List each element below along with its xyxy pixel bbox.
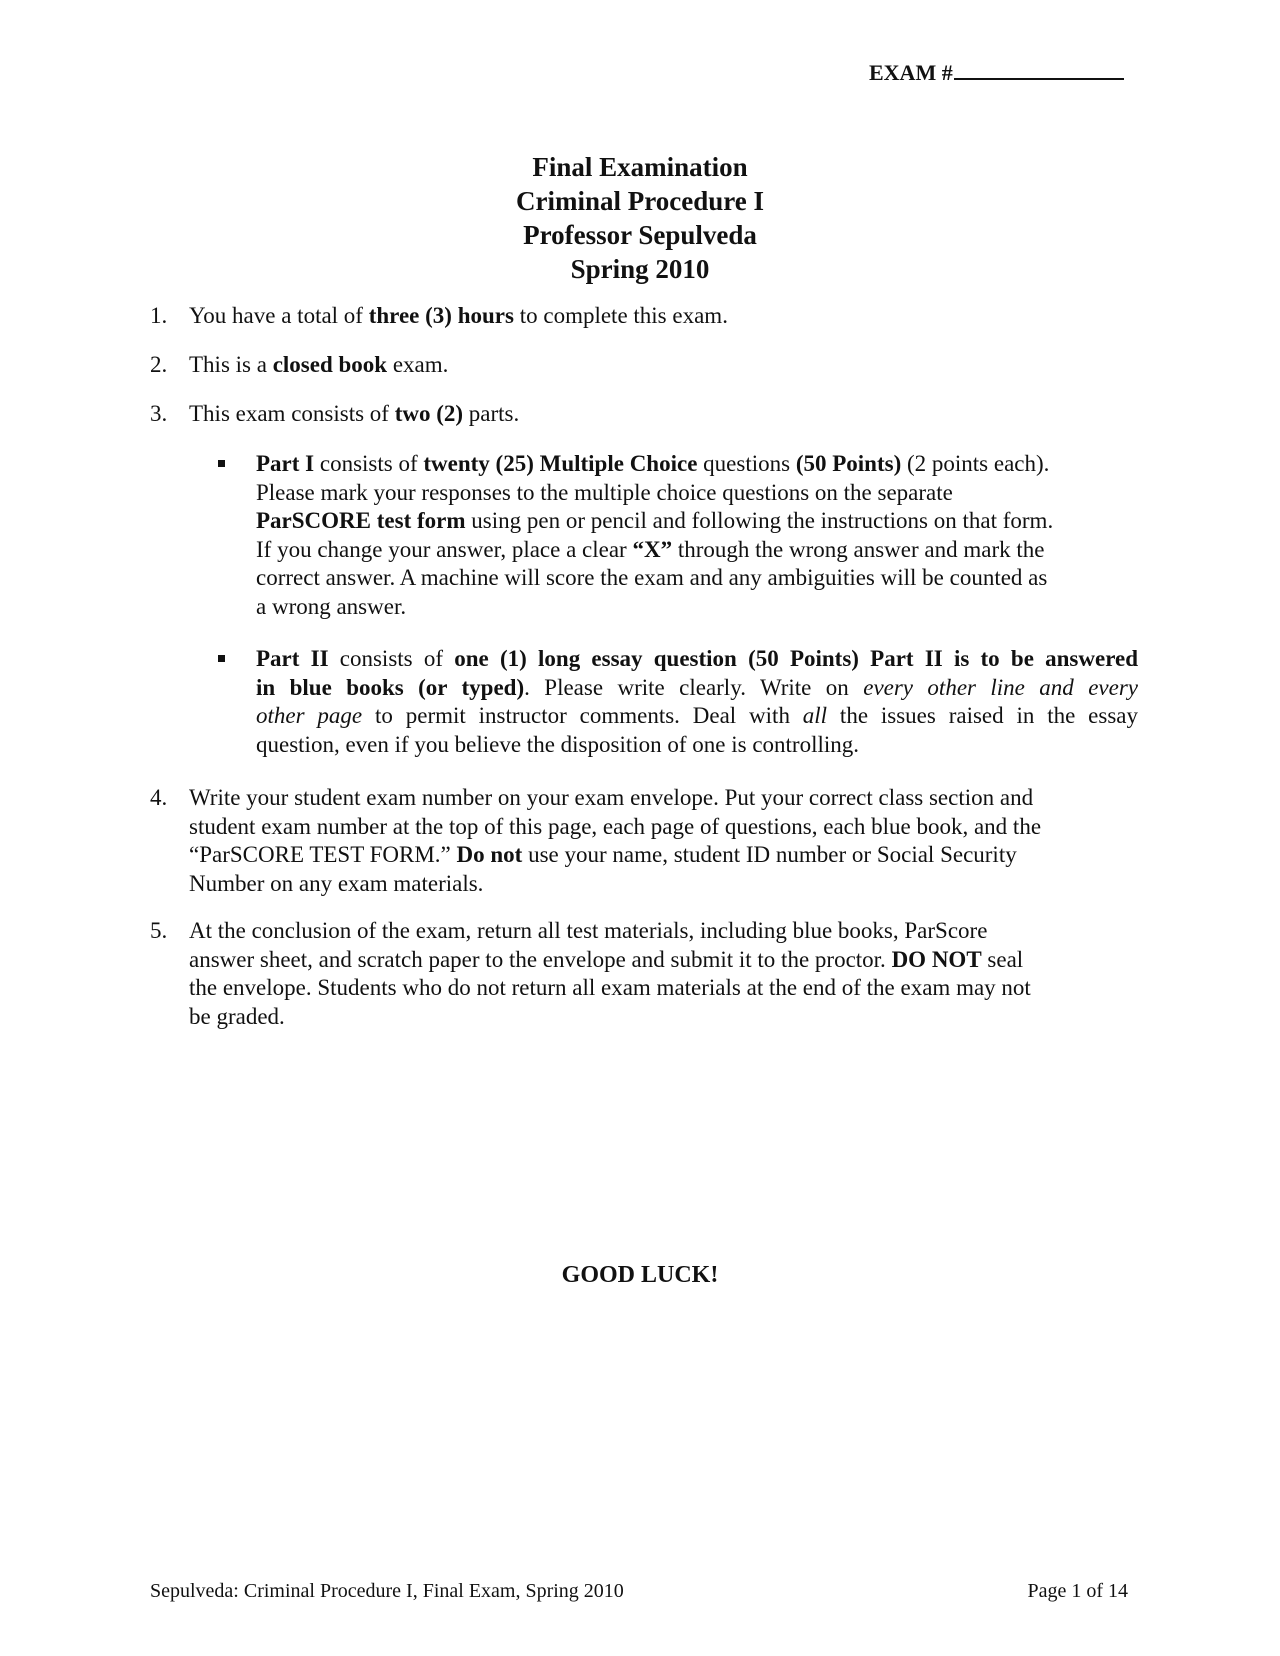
item-text: This is a closed book exam. xyxy=(189,352,449,377)
page-number: Page 1 of 14 xyxy=(1027,1580,1128,1602)
item-text: At the conclusion of the exam, return all test materials, including blue books, ParScore answer sheet, and scratch paper to the envelope and submit it to the proctor. DO NOT seal the envelope. Students who do not return all exam materials at the end of the exam may not be graded. xyxy=(189,918,1031,1029)
item-text: Write your student exam number on your exam envelope. Put your correct class section and student exam number at the top of this page, each page of questions, each blue book, and the “ParSCORE TEST FORM.” Do not use your name, student ID number or Social Security Number on any exam materials. xyxy=(189,785,1042,896)
exam-number-field xyxy=(869,58,1124,88)
item-number: 2. xyxy=(150,352,168,377)
bullet-icon xyxy=(218,460,225,467)
part-1-text: Part I consists of twenty (25) Multiple Choice questions (50 Points) (2 points each). Please mark your responses to the multiple choice questions on the separate ParSCORE test form using pen or pencil and following the instructions on that form. If you change your answer, place a clear “X” through the wrong answer and mark the correct answer. A machine will score the exam and any ambiguities will be counted as a wrong answer. xyxy=(256,451,1054,619)
footer-course-info: Sepulveda: Criminal Procedure I, Final Exam, Spring 2010 xyxy=(150,1580,624,1602)
instruction-item-5 xyxy=(150,917,1140,1031)
part-2-description xyxy=(218,645,1138,759)
item-text: This exam consists of two (2) parts. xyxy=(189,401,520,426)
instruction-item-3 xyxy=(150,400,1140,429)
item-text: You have a total of three (3) hours to complete this exam. xyxy=(189,303,728,328)
item-number: 5. xyxy=(150,918,168,943)
exam-number-label: EXAM # xyxy=(869,60,953,85)
instruction-item-2 xyxy=(150,351,1140,380)
good-luck-message: GOOD LUCK! xyxy=(561,1262,719,1288)
exam-title-block xyxy=(0,150,1280,286)
item-number: 4. xyxy=(150,785,168,810)
bullet-icon xyxy=(218,655,225,662)
instruction-item-4 xyxy=(150,784,1140,898)
item-number: 3. xyxy=(150,401,168,426)
term: Spring 2010 xyxy=(570,254,710,284)
part-1-description xyxy=(218,450,1138,621)
item-number: 1. xyxy=(150,303,168,328)
part-2-text: Part II consists of one (1) long essay question (50 Points) Part II is to be answered in blue books (or typed). Please write clearly. Write on every other line and every other page to permit instructor comments. Deal with all the issues raised in the essay question, even if you believe the disposition of one is controlling. xyxy=(256,646,1139,757)
course-name: Criminal Procedure I xyxy=(516,186,764,216)
professor-name: Professor Sepulveda xyxy=(523,220,757,250)
exam-title: Final Examination xyxy=(532,152,748,182)
exam-number-blank-line xyxy=(954,58,1124,80)
instruction-item-1 xyxy=(150,302,1140,331)
